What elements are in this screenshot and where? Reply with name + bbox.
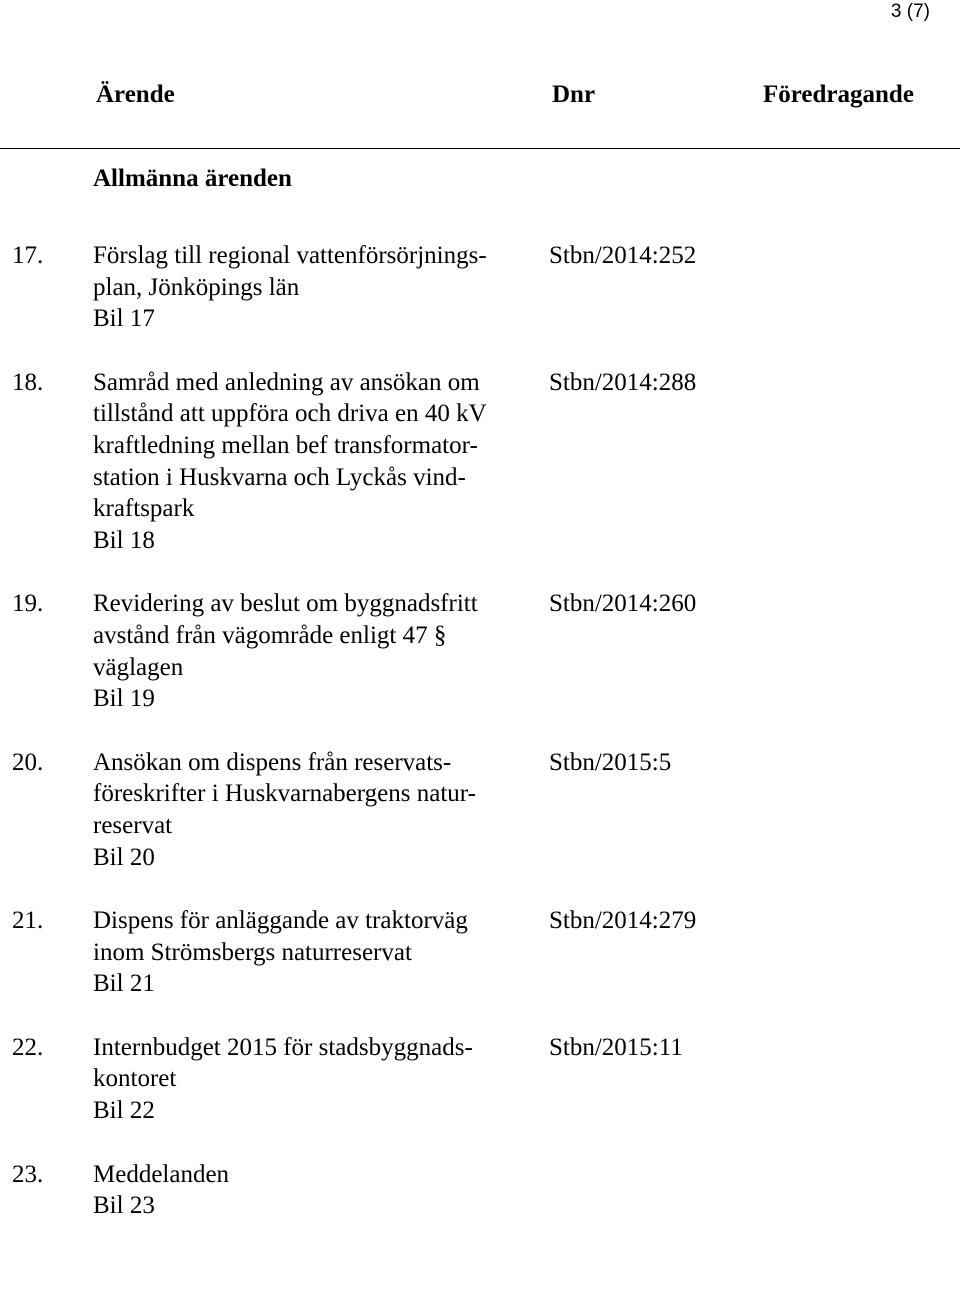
agenda-item-line: kraftledning mellan bef transformator- [93,431,478,459]
agenda-item-line: Meddelanden [93,1160,230,1188]
agenda-item-line: plan, Jönköpings län [93,273,300,301]
agenda-item-line: inom Strömsbergs naturreservat [93,938,412,966]
section-title: Allmänna ärenden [93,165,292,192]
agenda-item-text [93,905,533,1000]
agenda-item-line: Bil 17 [93,305,155,333]
agenda-item-number: 23. [12,1160,44,1188]
column-header-dnr: Dnr [552,81,596,108]
agenda-item [0,240,960,335]
agenda-item-dnr: Stbn/2014:260 [549,590,697,618]
agenda-item [0,747,960,873]
agenda-item-line: Ansökan om dispens från reservats- [93,748,452,776]
agenda-item-line: Bil 21 [93,970,155,998]
agenda-item-text [93,367,533,557]
agenda-item-dnr: Stbn/2014:279 [549,907,697,935]
agenda-item-line: kraftspark [93,495,195,523]
agenda-item-text [93,1159,533,1222]
agenda-item-dnr: Stbn/2015:5 [549,748,672,776]
column-header-row [0,78,960,112]
agenda-item [0,905,960,1000]
agenda-item [0,1159,960,1222]
agenda-item-number: 20. [12,748,44,776]
agenda-item-text [93,747,533,873]
agenda-item-line: Bil 18 [93,526,155,554]
agenda-item-line: Samråd med anledning av ansökan om [93,368,480,396]
agenda-item-line: reservat [93,811,173,839]
agenda-item-dnr: Stbn/2014:288 [549,368,697,396]
agenda-item-number: 17. [12,242,44,269]
agenda-item-number: 18. [12,368,44,396]
agenda-item-text [93,1032,533,1127]
agenda-item-number: 19. [12,590,44,618]
agenda-item-line: station i Huskvarna och Lyckås vind- [93,463,466,491]
agenda-item-line: väglagen [93,653,184,681]
agenda-item-line: Dispens för anläggande av traktorväg [93,907,468,935]
header-divider [0,148,960,149]
column-header-foredragande: Föredragande [763,81,914,108]
agenda-item-line: föreskrifter i Huskvarnabergens natur- [93,780,476,808]
agenda-item-line: Bil 19 [93,685,155,713]
agenda-item-text [93,240,533,335]
agenda-item-dnr: Stbn/2014:252 [549,242,697,269]
agenda-item-line: Bil 22 [93,1097,155,1125]
agenda-item [0,1032,960,1127]
agenda-item-line: Internbudget 2015 för stadsbyggnads- [93,1033,473,1061]
agenda-item-line: tillstånd att uppföra och driva en 40 kV [93,400,487,428]
agenda-item-line: Bil 20 [93,843,155,871]
agenda-item-line: avstånd från vägområde enligt 47 § [93,621,447,649]
column-header-arende: Ärende [96,81,175,108]
agenda-item [0,588,960,714]
agenda-item-line: Förslag till regional vattenförsörjnings- [93,242,487,269]
agenda-item-line: kontoret [93,1065,177,1093]
agenda-item [0,367,960,557]
agenda-item-number: 22. [12,1033,44,1061]
page-number: 3 (7) [890,1,930,22]
agenda-item-number: 21. [12,907,44,935]
agenda-item-line: Bil 23 [93,1192,155,1220]
agenda-item-dnr: Stbn/2015:11 [549,1033,683,1061]
agenda-list [0,240,960,1254]
agenda-item-text [93,588,533,714]
agenda-item-line: Revidering av beslut om byggnadsfritt [93,590,478,618]
